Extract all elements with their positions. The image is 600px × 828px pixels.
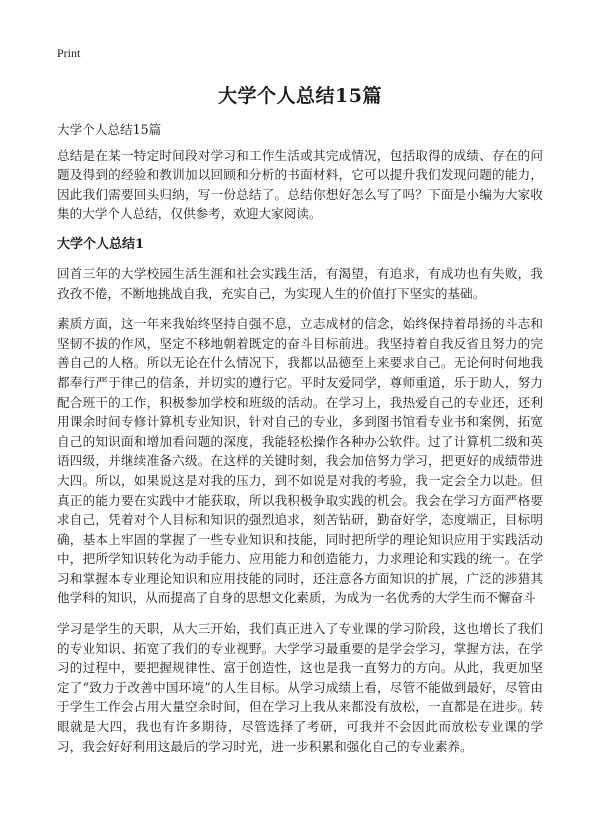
body-paragraph: 素质方面，这一年来我始终坚持自强不息，立志成材的信念，始终保持着昂扬的斗志和坚韧不拔的作风，坚定不移地朝着既定的奋斗目标前进。我坚持着自我反省且努力的完善自己的人格。所以无论在什么情况下，我都以品德至上来要求自己。无论何时何地我都奉行严于律己的信条，并切实的遵行它。平时友爱同学，尊师重道，乐于助人，努力配合班干的工作，积极参加学校和班级的活动。在学习上，我热爱自己的专业还，还利用课余时间专修计算机专业知识，针对自己的专业，多到图书馆看专业书和案例，拓宽自己的知识面和增加看问题的深度，我能轻松操作各种办公软件。过了计算机二级和英语四级，并继续准备六级。在这样的关键时刻，我会加倍努力学习，把更好的成绩带进大四。所以，如果说这是对我的压力，到不如说是对我的考验，我一定会全力以赴。但真正的能力要在实践中才能获取，所以我积极争取实践的机会。我会在学习方面严格要求自己，凭着对个人目标和知识的强烈追求，刻苦钻研，勤奋好学，态度端正，目标明确，基本上牢固的掌握了一些专业知识和技能，同时把所学的理论知识应用于实践活动中，把所学知识转化为动手能力、应用能力和创造能力，力求理论和实践的统一。在学习和掌握本专业理论知识和应用技能的同时，还注意各方面知识的扩展，广泛的涉猎其他学科的知识，从而提高了自身的思想文化素质，为成为一名优秀的大学生而不懈奋斗 (57, 316, 543, 606)
page-title: 大学个人总结15篇 (218, 85, 382, 107)
print-link[interactable]: Print (57, 46, 81, 60)
section-heading: 大学个人总结1 (57, 236, 145, 252)
intro-paragraph: 总结是在某一特定时间段对学习和工作生活或其完成情况，包括取得的成绩、存在的问题及得到的经验和教训加以回顾和分析的书面材料，它可以提升我们发现问题的能力，因此我们需要回头归纳，写一份总结了。总结你想好怎么写了吗？下面是小编为大家收集的大学个人总结，仅供参考，欢迎大家阅读。 (57, 147, 543, 222)
article-body (57, 120, 543, 767)
article-subtitle: 大学个人总结15篇 (57, 122, 162, 137)
body-paragraph: 回首三年的大学校园生活生涯和社会实践生活，有渴望，有追求，有成功也有失败，我孜孜不倦，不断地挑战自我，充实自己，为实现人生的价值打下坚实的基础。 (57, 265, 543, 301)
body-paragraph: 学习是学生的天职，从大三开始，我们真正进入了专业课的学习阶段，这也增长了我们的专业知识、拓宽了我们的专业视野。大学学习最重要的是学会学习，掌握方法，在学习的过程中，要把握规律性、富于创造性，这也是我一直努力的方向。从此，我更加坚定了“致力于改善中国环境”的人生目标。从学习成绩上看，尽管不能做到最好，尽管由于学生工作会占用大量空余时间，但在学习上我从来都没有放松，一直都是在进步。转眼就是大四，我也有许多期待，尽管选择了考研，可我并不会因此而放松专业课的学习，我会好好利用这最后的学习时光，进一步积累和强化自己的专业素养。 (57, 621, 543, 754)
